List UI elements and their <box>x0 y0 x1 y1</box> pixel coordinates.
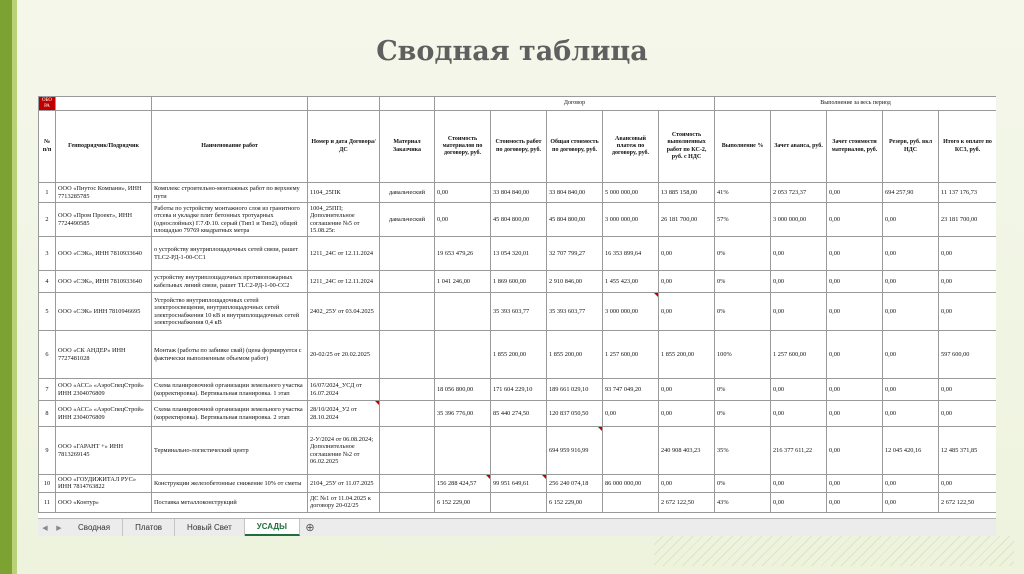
row-mat-offset[interactable]: 0,00 <box>827 492 883 512</box>
row-contractor[interactable]: ООО «АСС» «АэроСпецСтрой» ИНН 2304076809 <box>56 379 152 401</box>
row-pay[interactable]: 11 137 176,73 <box>939 183 996 203</box>
row-num[interactable]: 5 <box>39 293 56 331</box>
row-material[interactable] <box>380 271 435 293</box>
row-mat-cost[interactable] <box>435 427 491 475</box>
row-contract[interactable]: 1211_24С от 12.11.2024 <box>308 271 380 293</box>
row-reserve[interactable]: 0,00 <box>883 379 939 401</box>
row-contract[interactable]: 2-У/2024 от 06.08.2024; Дополнительное соглашение №2 от 06.02.2025 <box>308 427 380 475</box>
row-total[interactable]: 694 959 916,99 <box>547 427 603 475</box>
row-work[interactable]: Монтаж (работы по забивке свай) (цена формируется с фактически выполненным объемом работ) <box>152 331 308 379</box>
row-contractor[interactable]: ООО «ГАРАНТ +» ИНН 7813269145 <box>56 427 152 475</box>
row-contract[interactable]: 16/07/2024_УСД от 16.07.2024 <box>308 379 380 401</box>
row-mat-cost[interactable]: 156 288 424,57 <box>435 475 491 493</box>
row-work[interactable]: Устройство внутриплощадочных сетей электроосвещения, внутриплощадочных сетей электроснабжения 10 кВ и внутриплощадочных сетей электроснабжения 0,4 кВ <box>152 293 308 331</box>
header-total-cost: Общая стоимость по договору, руб. <box>547 111 603 183</box>
header-done-pct: Выполнение % <box>715 111 771 183</box>
row-done[interactable]: 2 672 122,50 <box>659 492 715 512</box>
table-row <box>39 475 997 493</box>
row-contract[interactable]: 1211_24С от 12.11.2024 <box>308 237 380 271</box>
row-mat-offset[interactable]: 0,00 <box>827 475 883 493</box>
row-material[interactable] <box>380 475 435 493</box>
sheet-tab-svodnaya[interactable]: Сводная <box>66 519 123 536</box>
row-pct[interactable]: 57% <box>715 203 771 237</box>
group-header-period: Выполнение за весь период <box>715 97 996 111</box>
row-pct[interactable]: 0% <box>715 237 771 271</box>
row-work-cost[interactable] <box>491 492 547 512</box>
row-mat-offset[interactable]: 0,00 <box>827 379 883 401</box>
row-done[interactable]: 0,00 <box>659 271 715 293</box>
slide-accent-bar-light <box>12 0 17 574</box>
row-done[interactable]: 240 908 403,23 <box>659 427 715 475</box>
slide-title: Сводная таблица <box>376 36 648 67</box>
row-pct[interactable]: 100% <box>715 331 771 379</box>
row-adv-offset[interactable]: 0,00 <box>771 271 827 293</box>
row-adv-offset[interactable]: 0,00 <box>771 492 827 512</box>
row-contract[interactable]: 2402_25У от 03.04.2025 <box>308 293 380 331</box>
table-row <box>39 492 997 512</box>
row-total[interactable]: 32 707 799,27 <box>547 237 603 271</box>
summary-table <box>38 96 996 513</box>
row-total[interactable]: 1 855 200,00 <box>547 331 603 379</box>
row-material[interactable] <box>380 237 435 271</box>
row-reserve[interactable]: 0,00 <box>883 203 939 237</box>
spreadsheet[interactable] <box>38 96 996 536</box>
row-advance[interactable]: 5 000 000,00 <box>603 183 659 203</box>
row-pct[interactable]: 0% <box>715 293 771 331</box>
row-work-cost[interactable]: 1 855 200,00 <box>491 331 547 379</box>
row-material[interactable]: давальческий <box>380 183 435 203</box>
row-pay[interactable]: 0,00 <box>939 401 996 427</box>
row-reserve[interactable]: 694 257,90 <box>883 183 939 203</box>
row-mat-cost[interactable]: 1 041 246,00 <box>435 271 491 293</box>
prev-sheet-icon[interactable]: ◀ <box>42 524 48 532</box>
table-row <box>39 379 997 401</box>
row-num[interactable]: 6 <box>39 331 56 379</box>
row-work[interactable]: Комплекс строительно-монтажных работ по верхнему пути <box>152 183 308 203</box>
row-contract[interactable]: ДС №1 от 11.04.2025 к договору 20-02/25 <box>308 492 380 512</box>
row-reserve[interactable]: 0,00 <box>883 293 939 331</box>
row-advance[interactable]: 93 747 049,20 <box>603 379 659 401</box>
row-contractor[interactable]: ООО «СЭК», ИНН 7810933640 <box>56 237 152 271</box>
row-pay[interactable]: 0,00 <box>939 379 996 401</box>
header-contract-no: Номер и дата Договора/ДС <box>308 111 380 183</box>
table-row <box>39 331 997 379</box>
row-contract[interactable]: 1104_25ПК <box>308 183 380 203</box>
row-total[interactable]: 35 393 603,77 <box>547 293 603 331</box>
row-pct[interactable]: 35% <box>715 427 771 475</box>
row-work-cost[interactable]: 35 393 603,77 <box>491 293 547 331</box>
row-total[interactable]: 6 152 229,00 <box>547 492 603 512</box>
row-work[interactable]: Работы по устройству монтажного слоя из гранитного отсева и укладке плит бетонных тротуарных (однослойных) Г.7.Ф.10. серый (Тип1 и Тип2), общей площадью 79769 квадратных метра <box>152 203 308 237</box>
row-pay[interactable]: 0,00 <box>939 237 996 271</box>
row-advance[interactable] <box>603 492 659 512</box>
row-done[interactable]: 0,00 <box>659 237 715 271</box>
row-reserve[interactable]: 12 045 420,16 <box>883 427 939 475</box>
row-num[interactable]: 4 <box>39 271 56 293</box>
row-mat-cost[interactable] <box>435 331 491 379</box>
table-row <box>39 203 997 237</box>
row-contract[interactable]: 2104_25У от 11.07.2025 <box>308 475 380 493</box>
row-work-cost[interactable] <box>491 427 547 475</box>
row-mat-offset[interactable]: 0,00 <box>827 183 883 203</box>
header-pay-total: Итого к оплате по КС3, руб. <box>939 111 996 183</box>
row-work[interactable]: Конструкции железобетонные снижение 10% от сметы <box>152 475 308 493</box>
row-num[interactable]: 10 <box>39 475 56 493</box>
row-work-cost[interactable]: 1 869 600,00 <box>491 271 547 293</box>
row-adv-offset[interactable]: 0,00 <box>771 379 827 401</box>
row-advance[interactable]: 1 455 423,00 <box>603 271 659 293</box>
row-num[interactable]: 2 <box>39 203 56 237</box>
row-advance[interactable] <box>603 427 659 475</box>
row-contract[interactable]: 28/10/2024_У2 от 28.10.2024 <box>308 401 380 427</box>
row-material[interactable] <box>380 427 435 475</box>
header-contractor: Генподрядчик/Подрядчик <box>56 111 152 183</box>
header-advance: Авансовый платеж по договору, руб. <box>603 111 659 183</box>
row-advance[interactable]: 3 000 000,00 <box>603 203 659 237</box>
row-mat-offset[interactable]: 0,00 <box>827 271 883 293</box>
row-advance[interactable]: 16 353 899,64 <box>603 237 659 271</box>
sheet-tab-bar <box>38 518 996 536</box>
row-pct[interactable]: 43% <box>715 492 771 512</box>
row-work-cost[interactable]: 99 951 649,61 <box>491 475 547 493</box>
row-material[interactable]: давальческий <box>380 203 435 237</box>
row-total[interactable]: 189 661 029,10 <box>547 379 603 401</box>
row-work-cost[interactable]: 33 804 840,00 <box>491 183 547 203</box>
row-contractor[interactable]: ООО «АСС» «АэроСпецСтрой» ИНН 2304076809 <box>56 401 152 427</box>
row-done[interactable]: 13 885 158,00 <box>659 183 715 203</box>
row-adv-offset[interactable]: 0,00 <box>771 475 827 493</box>
row-mat-offset[interactable]: 0,00 <box>827 237 883 271</box>
row-work-cost[interactable]: 13 054 320,01 <box>491 237 547 271</box>
row-work[interactable]: Терминально-логистический центр <box>152 427 308 475</box>
table-row <box>39 293 997 331</box>
row-contractor[interactable]: ООО «Контур» <box>56 492 152 512</box>
row-adv-offset[interactable]: 0,00 <box>771 293 827 331</box>
row-work[interactable]: Поставка металлоконструкций <box>152 492 308 512</box>
next-sheet-icon[interactable]: ▶ <box>56 524 62 532</box>
header-reserve: Резерв, руб. вкл НДС <box>883 111 939 183</box>
row-contractor[interactable]: ООО «СЭК», ИНН 7810933640 <box>56 271 152 293</box>
row-adv-offset[interactable]: 216 377 611,22 <box>771 427 827 475</box>
row-adv-offset[interactable]: 2 053 723,37 <box>771 183 827 203</box>
row-pay[interactable]: 12 485 371,85 <box>939 427 996 475</box>
row-reserve[interactable]: 0,00 <box>883 475 939 493</box>
header-material: Материал Заказчика <box>380 111 435 183</box>
row-mat-offset[interactable]: 0,00 <box>827 427 883 475</box>
row-work-cost[interactable]: 45 804 800,00 <box>491 203 547 237</box>
row-mat-cost[interactable]: 6 152 229,00 <box>435 492 491 512</box>
sheet-tab-platov[interactable]: Платов <box>123 519 175 536</box>
group-header-contract: Договор <box>435 97 715 111</box>
row-done[interactable]: 0,00 <box>659 293 715 331</box>
row-total[interactable]: 256 240 074,18 <box>547 475 603 493</box>
sheet-nav <box>38 519 66 536</box>
sheet-tab-usady[interactable]: УСАДЫ <box>245 519 300 536</box>
row-reserve[interactable]: 0,00 <box>883 492 939 512</box>
row-reserve[interactable]: 0,00 <box>883 271 939 293</box>
header-work-cost: Стоимость работ по договору, руб. <box>491 111 547 183</box>
slide-accent-bar <box>0 0 12 574</box>
row-pct[interactable]: 0% <box>715 379 771 401</box>
row-pay[interactable]: 597 600,00 <box>939 331 996 379</box>
row-done[interactable]: 26 181 700,00 <box>659 203 715 237</box>
corner-marker: ОБО РА <box>39 97 56 111</box>
row-pct[interactable]: 0% <box>715 475 771 493</box>
row-pay[interactable]: 0,00 <box>939 293 996 331</box>
row-done[interactable]: 0,00 <box>659 401 715 427</box>
row-advance[interactable]: 1 257 600,00 <box>603 331 659 379</box>
row-work-cost[interactable]: 171 604 229,10 <box>491 379 547 401</box>
row-contract[interactable]: 20-02/25 от 20.02.2025 <box>308 331 380 379</box>
table-row <box>39 183 997 203</box>
row-num[interactable]: 8 <box>39 401 56 427</box>
row-total[interactable]: 33 804 840,00 <box>547 183 603 203</box>
row-work[interactable]: Схема планировочной организации земельного участка (корректировка). Вертикальная планировка. 2 этап <box>152 401 308 427</box>
row-material[interactable] <box>380 293 435 331</box>
header-mat-offset: Зачет стоимости материалов, руб. <box>827 111 883 183</box>
row-advance[interactable]: 86 000 000,00 <box>603 475 659 493</box>
row-contractor[interactable]: ООО «ГОУДИЖИТАЛ РУС» ИНН 7814763822 <box>56 475 152 493</box>
header-mat-cost: Стоимость материалов по договору, руб. <box>435 111 491 183</box>
row-total[interactable]: 2 910 846,00 <box>547 271 603 293</box>
row-material[interactable] <box>380 379 435 401</box>
row-contract[interactable]: 1004_25ПП; Дополнительное соглашение №5 от 15.08.25г. <box>308 203 380 237</box>
row-total[interactable]: 120 837 050,50 <box>547 401 603 427</box>
row-mat-offset[interactable]: 0,00 <box>827 401 883 427</box>
row-work-cost[interactable]: 85 440 274,50 <box>491 401 547 427</box>
row-contractor[interactable]: ООО «Пнутос Компани», ИНН 7713285785 <box>56 183 152 203</box>
row-material[interactable] <box>380 331 435 379</box>
row-mat-cost[interactable]: 0,00 <box>435 183 491 203</box>
row-contractor[interactable]: ООО «СЭК» ИНН 7810946695 <box>56 293 152 331</box>
row-contractor[interactable]: ООО «СК АНДЕР» ИНН 7727481028 <box>56 331 152 379</box>
row-done[interactable]: 1 855 200,00 <box>659 331 715 379</box>
row-mat-cost[interactable]: 35 396 776,00 <box>435 401 491 427</box>
header-num: № п/п <box>39 111 56 183</box>
row-num[interactable]: 11 <box>39 492 56 512</box>
row-pct[interactable]: 41% <box>715 183 771 203</box>
row-mat-offset[interactable]: 0,00 <box>827 203 883 237</box>
add-sheet-icon[interactable]: ⊕ <box>305 522 315 534</box>
row-reserve[interactable]: 0,00 <box>883 331 939 379</box>
slide-decor-stripes <box>654 536 1014 566</box>
table-row <box>39 271 997 293</box>
row-reserve[interactable]: 0,00 <box>883 401 939 427</box>
row-total[interactable]: 45 804 800,00 <box>547 203 603 237</box>
row-num[interactable]: 3 <box>39 237 56 271</box>
row-pay[interactable]: 2 672 122,50 <box>939 492 996 512</box>
row-contractor[interactable]: ООО «Пром Проект», ИНН 7724490585 <box>56 203 152 237</box>
row-mat-cost[interactable]: 19 653 479,26 <box>435 237 491 271</box>
header-work: Наименование работ <box>152 111 308 183</box>
table-row <box>39 401 997 427</box>
row-num[interactable]: 7 <box>39 379 56 401</box>
row-material[interactable] <box>380 492 435 512</box>
row-done[interactable]: 0,00 <box>659 379 715 401</box>
row-pay[interactable]: 0,00 <box>939 475 996 493</box>
row-reserve[interactable]: 0,00 <box>883 237 939 271</box>
row-done[interactable]: 0,00 <box>659 475 715 493</box>
row-pct[interactable]: 0% <box>715 271 771 293</box>
row-pct[interactable]: 0% <box>715 401 771 427</box>
row-adv-offset[interactable]: 0,00 <box>771 237 827 271</box>
table-row <box>39 237 997 271</box>
header-done-cost: Стоимость выполненных работ по КС-2, руб. с НДС <box>659 111 715 183</box>
row-num[interactable]: 9 <box>39 427 56 475</box>
row-pay[interactable]: 0,00 <box>939 271 996 293</box>
sheet-tab-novyi-svet[interactable]: Новый Свет <box>175 519 245 536</box>
row-mat-cost[interactable]: 0,00 <box>435 203 491 237</box>
row-mat-cost[interactable]: 18 056 800,00 <box>435 379 491 401</box>
header-adv-offset: Зачет аванса, руб. <box>771 111 827 183</box>
row-mat-offset[interactable]: 0,00 <box>827 293 883 331</box>
row-mat-cost[interactable] <box>435 293 491 331</box>
row-advance[interactable]: 3 000 000,00 <box>603 293 659 331</box>
row-work[interactable]: Схема планировочной организации земельного участка (корректировка). Вертикальная планировка. 1 этап <box>152 379 308 401</box>
row-adv-offset[interactable]: 0,00 <box>771 401 827 427</box>
row-adv-offset[interactable]: 3 000 000,00 <box>771 203 827 237</box>
row-material[interactable] <box>380 401 435 427</box>
table-row <box>39 427 997 475</box>
row-adv-offset[interactable]: 1 257 600,00 <box>771 331 827 379</box>
row-work[interactable]: о устройству внутриплощадочных сетей связи, рашет TLC2-РД-1-00-СС1 <box>152 237 308 271</box>
row-num[interactable]: 1 <box>39 183 56 203</box>
row-advance[interactable]: 0,00 <box>603 401 659 427</box>
row-pay[interactable]: 23 181 700,00 <box>939 203 996 237</box>
row-mat-offset[interactable]: 0,00 <box>827 331 883 379</box>
row-work[interactable]: устройству внутриплощадочных противопожарных кабельных линий связи, рашет TLC2-РД-1-00-СС2 <box>152 271 308 293</box>
